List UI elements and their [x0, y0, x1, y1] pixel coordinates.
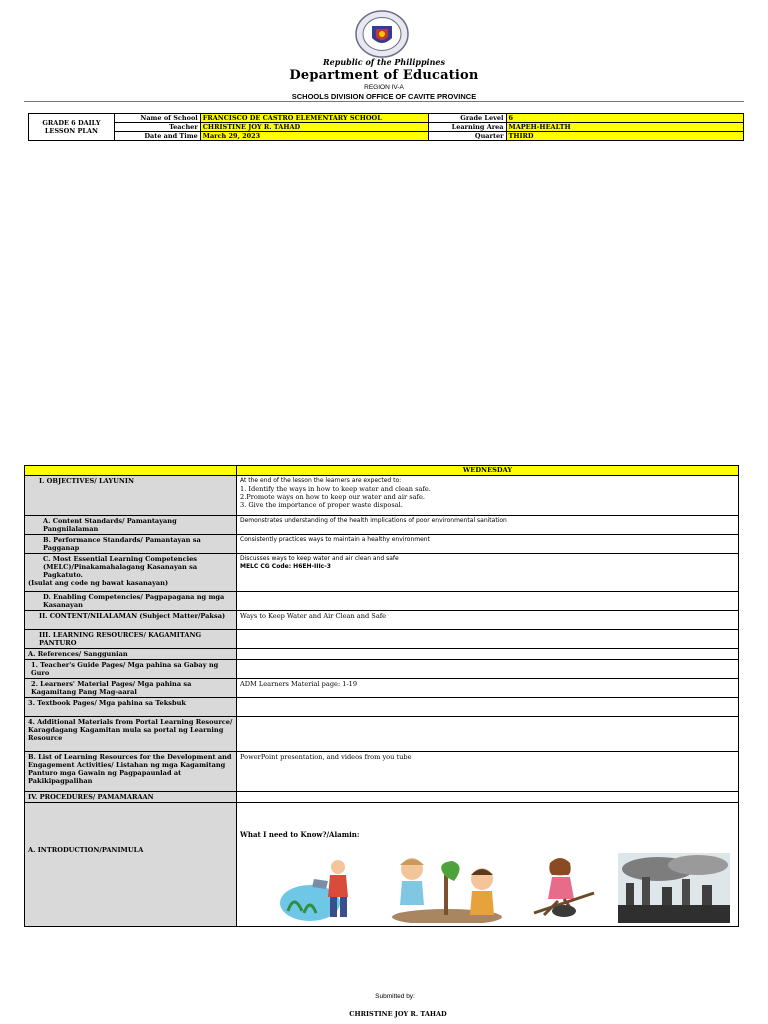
- melc-value: Discusses ways to keep water and air clean and safe: [240, 555, 399, 562]
- melc-cell: [25, 554, 237, 592]
- procedures-label: IV. PROCEDURES/ PAMAMARAAN: [25, 792, 237, 803]
- objective-3: 3. Give the importance of proper waste disposal.: [240, 501, 403, 509]
- teacher-value: CHRISTINE JOY R. TAHAD: [200, 123, 428, 132]
- references-label: A. References/ Sanggunian: [25, 649, 237, 660]
- introduction-label: A. INTRODUCTION/PANIMULA: [25, 803, 237, 927]
- watering-plants-illustration: [274, 853, 370, 923]
- day-header: WEDNESDAY: [237, 466, 739, 476]
- teachers-guide-label: 1. Teacher's Guide Pages/ Mga pahina sa Gabay ng Guro: [25, 660, 237, 679]
- melc-note: (Isulat ang code ng bawat kasanayan): [28, 579, 169, 587]
- enabling-value: [237, 592, 739, 611]
- date-label: Date and Time: [114, 132, 200, 141]
- melc-label: C. Most Essential Learning Competencies (MELC)/Pinakamahalagang Kasanayan sa Pagkatuto.: [43, 555, 198, 579]
- resources-label: III. LEARNING RESOURCES/ KAGAMITANG PANTURO: [25, 630, 237, 649]
- quarter-value: THIRD: [506, 132, 743, 141]
- content-label: II. CONTENT/NILALAMAN (Subject Matter/Paksa): [25, 611, 237, 630]
- lesson-info-table: [28, 113, 744, 141]
- header-divider: [24, 101, 744, 102]
- performance-standards-value: Consistently practices ways to maintain a healthy environment: [237, 535, 739, 554]
- girl-cooking-illustration: [524, 853, 606, 923]
- school-label: Name of School: [114, 114, 200, 123]
- resources-value: [237, 630, 739, 649]
- date-value: March 29, 2023: [200, 132, 428, 141]
- objectives-intro: At the end of the lesson the learners are expected to:: [240, 477, 402, 484]
- objectives-cell: [237, 476, 739, 516]
- teachers-guide-value: [237, 660, 739, 679]
- region-line: REGION IV-A: [364, 84, 404, 91]
- content-standards-value: Demonstrates understanding of the health implications of poor environmental sanitation: [237, 516, 739, 535]
- grade-level-value: 6: [506, 114, 743, 123]
- teacher-label: Teacher: [114, 123, 200, 132]
- school-value: FRANCISCO DE CASTRO ELEMENTARY SCHOOL: [200, 114, 428, 123]
- objectives-label: I. OBJECTIVES/ LAYUNIN: [25, 476, 237, 516]
- deped-seal-icon: [354, 10, 410, 58]
- republic-line: Republic of the Philippines: [322, 57, 445, 67]
- objective-1: 1. Identify the ways in how to keep water and clean safe.: [240, 485, 431, 493]
- department-title: Department of Education: [289, 68, 479, 83]
- factory-smoke-illustration: [618, 853, 730, 923]
- additional-materials-label: 4. Additional Materials from Portal Learning Resource/ Karagdagang Kagamitan mula sa portal ng Learning Resource: [25, 717, 237, 752]
- melc-value-cell: [237, 554, 739, 592]
- learning-resources-list-value: PowerPoint presentation, and videos from you tube: [237, 752, 739, 792]
- references-value: [237, 649, 739, 660]
- grade-level-label: Grade Level: [428, 114, 506, 123]
- learners-material-label: 2. Learners' Material Pages/ Mga pahina sa Kagamitang Pang Mag-aaral: [25, 679, 237, 698]
- grade-block: GRADE 6 DAILY LESSON PLAN: [29, 114, 115, 141]
- performance-standards-label: B. Performance Standards/ Pamantayan sa Pagganap: [25, 535, 237, 554]
- objective-2: 2.Promote ways on how to keep our water and air safe.: [240, 493, 425, 501]
- procedures-value: [237, 792, 739, 803]
- content-value: Ways to Keep Water and Air Clean and Safe: [237, 611, 739, 630]
- learning-area-label: Learning Area: [428, 123, 506, 132]
- learning-area-value: MAPEH-HEALTH: [506, 123, 743, 132]
- learners-material-value: ADM Learners Material page: 1-19: [237, 679, 739, 698]
- division-line: SCHOOLS DIVISION OFFICE OF CAVITE PROVINCE: [291, 92, 477, 101]
- enabling-label: D. Enabling Competencies/ Pagpapagana ng mga Kasanayan: [25, 592, 237, 611]
- additional-materials-value: [237, 717, 739, 752]
- introduction-cell: [237, 803, 739, 927]
- submitted-by-label: Submitted by:: [375, 993, 415, 1000]
- introduction-images: [274, 853, 735, 923]
- introduction-heading: What I need to Know?/Alamin:: [240, 830, 360, 839]
- textbook-value: [237, 698, 739, 717]
- melc-code: MELC CG Code: H6EH-IIIc-3: [240, 563, 331, 570]
- textbook-label: 3. Textbook Pages/ Mga pahina sa Teksbuk: [25, 698, 237, 717]
- lesson-plan-table: [24, 465, 739, 927]
- signer-name: CHRISTINE JOY R. TAHAD: [349, 1010, 447, 1018]
- content-standards-label: A. Content Standards/ Pamantayang Pangnilalaman: [25, 516, 237, 535]
- learning-resources-list-label: B. List of Learning Resources for the Development and Engagement Activities/ Listahan ng mga Kagamitang Panturo mga Gawain ng Pagpapaunlad at Pakikipagpalihan: [25, 752, 237, 792]
- quarter-label: Quarter: [428, 132, 506, 141]
- planting-trees-illustration: [382, 853, 512, 923]
- header-blank-cell: [25, 466, 237, 476]
